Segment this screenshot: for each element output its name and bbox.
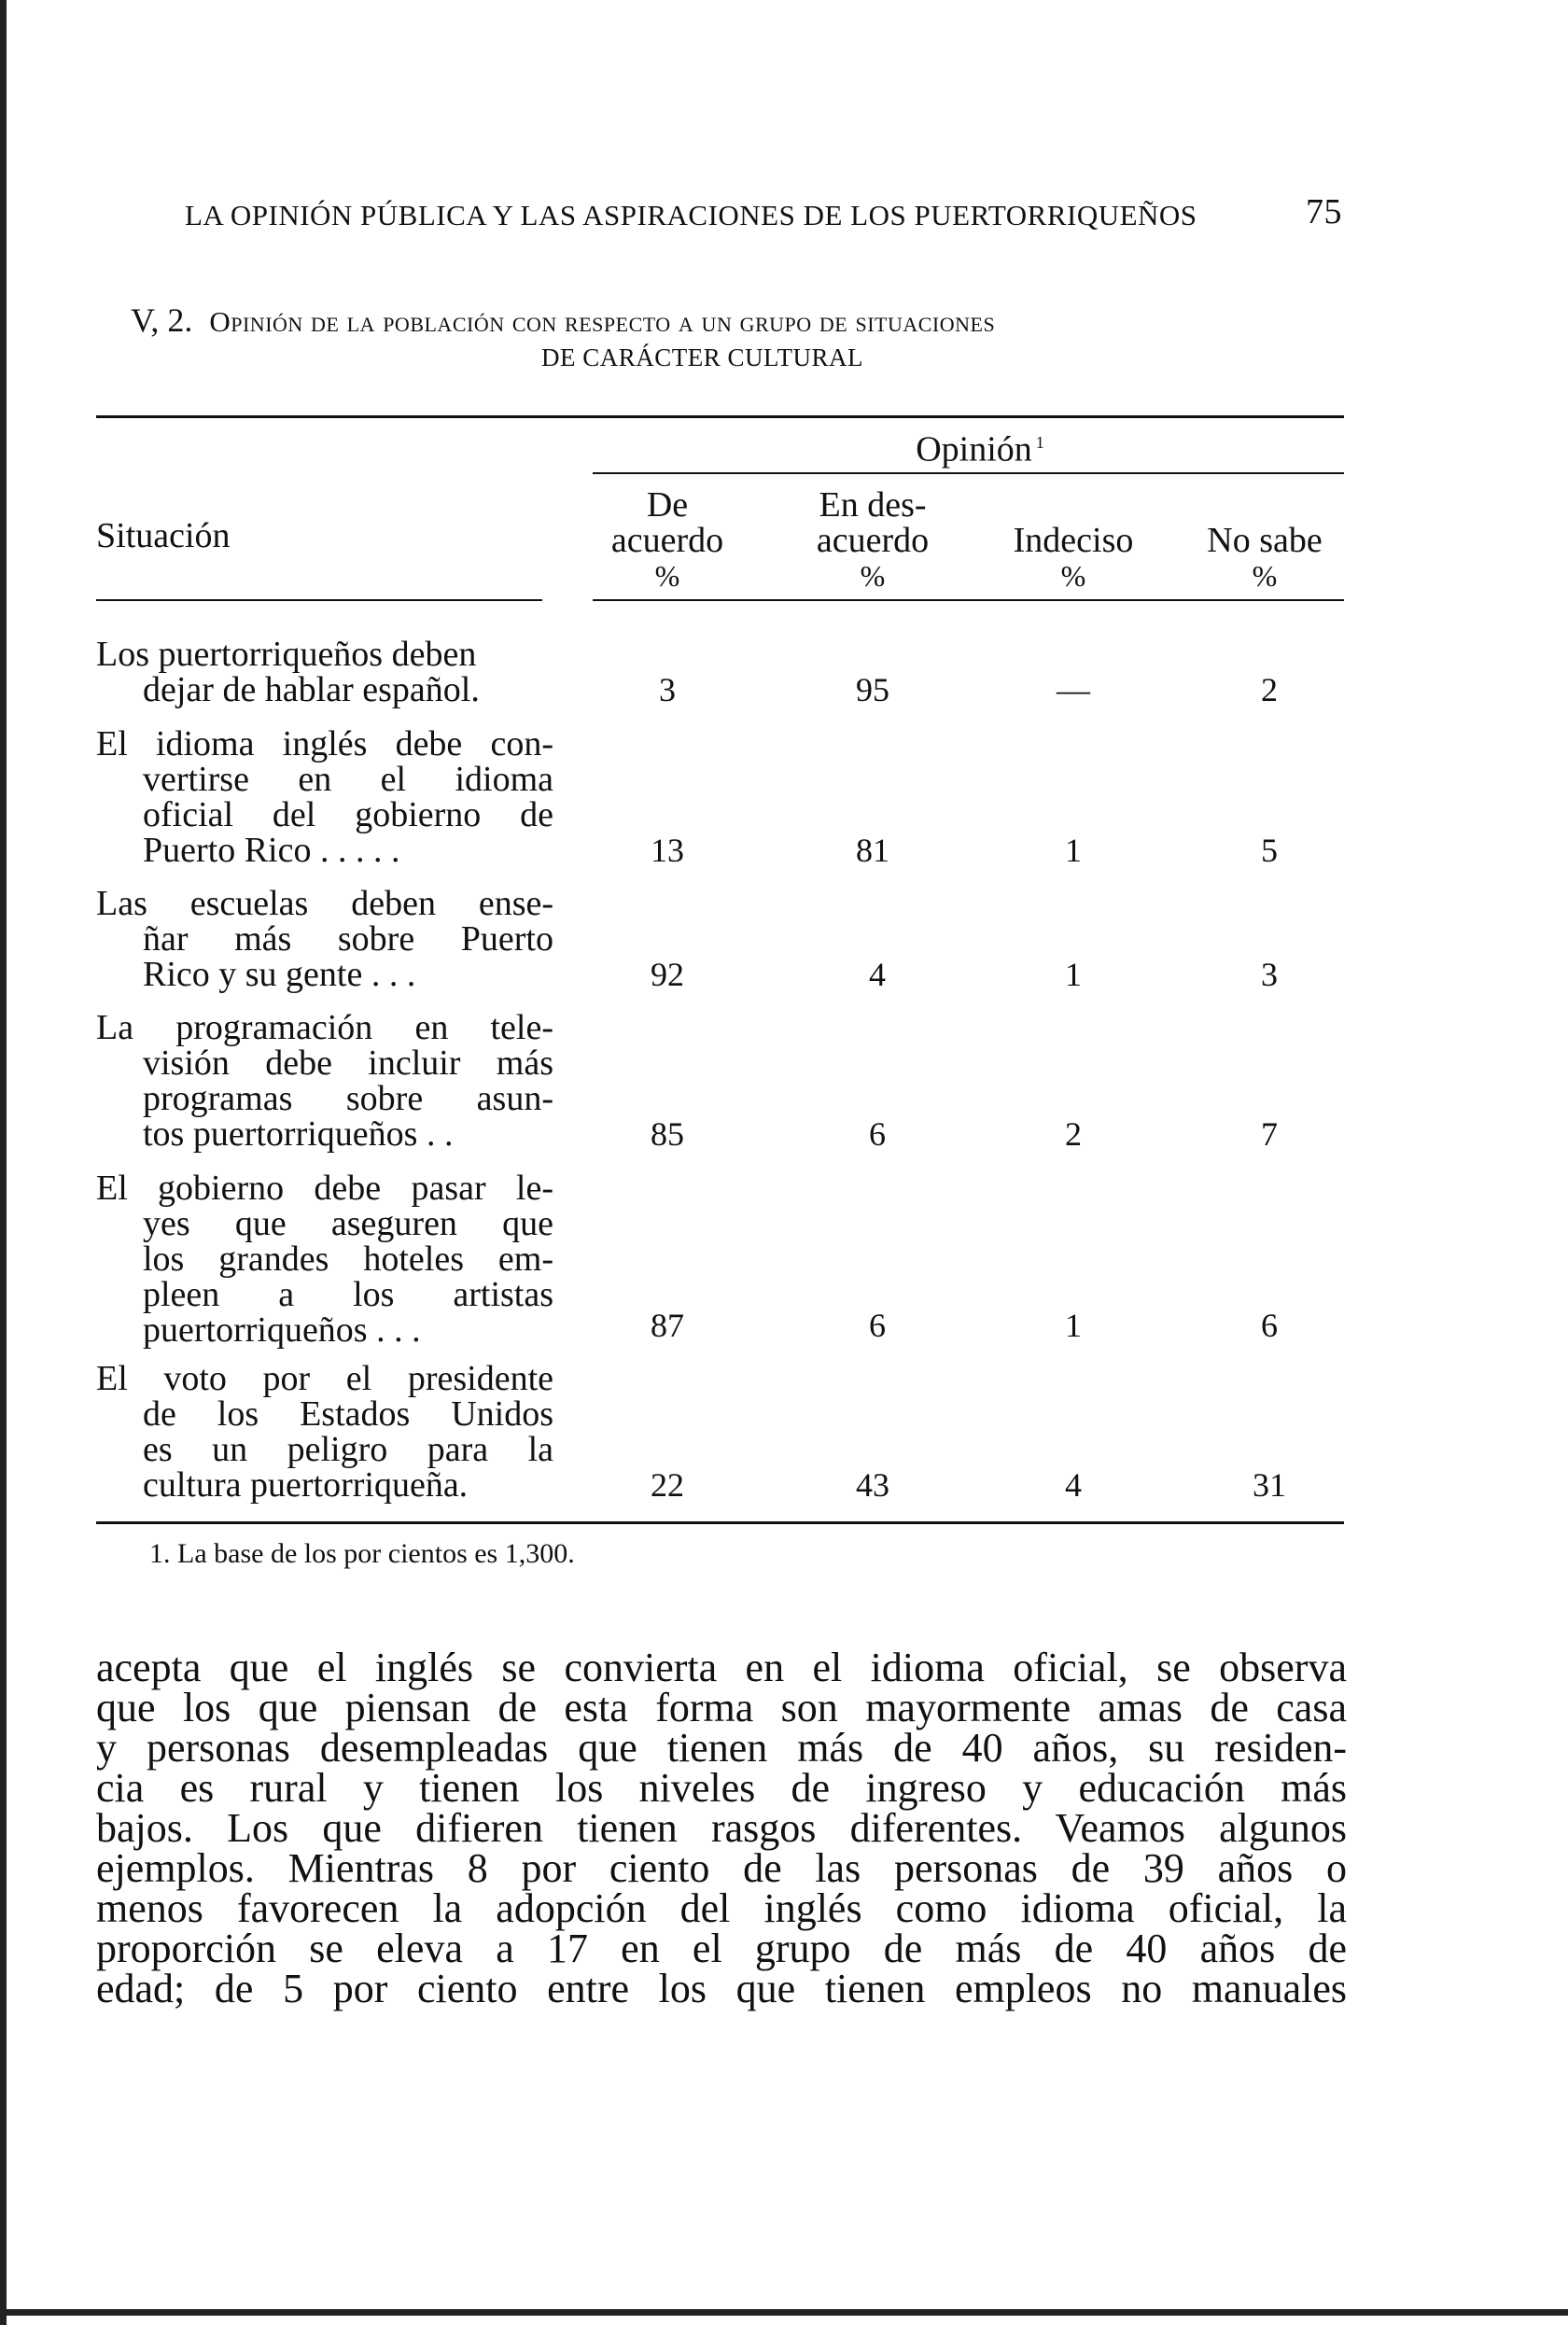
cell-en-desacuerdo: 6 [869,1115,886,1153]
cell-en-desacuerdo: 43 [856,1466,889,1504]
col-header-situacion: Situación [96,516,231,555]
table-row-label [96,726,553,868]
body-paragraph [96,1647,1347,2009]
table-footnote: 1. La base de los por cientos es 1,300. [149,1538,575,1569]
cell-indeciso: 4 [1065,1466,1082,1504]
row-label-line: dejar de hablar español. [143,670,480,709]
row-label-line: Puerto Rico . . . . . [143,831,400,870]
body-line: acepta que el inglés se convierta en el idioma oficial, se observa [96,1645,1347,1690]
cell-de-acuerdo: 85 [651,1115,684,1153]
table-top-rule [96,415,1344,418]
table-row-label [96,637,553,707]
col-header-indeciso-line1: Indeciso [1013,521,1134,560]
row-label-line: tos puertorriqueños . . [143,1114,454,1154]
col-header-indeciso [989,523,1157,594]
row-label-line: cultura puertorriqueña. [143,1465,469,1505]
cell-en-desacuerdo: 6 [869,1307,886,1344]
page-number: 75 [1306,192,1342,231]
row-label-line: El idioma inglés debe con- [96,724,553,763]
row-label-line: programas sobre asun- [143,1079,553,1118]
col-header-de-acuerdo-line3: % [654,559,680,593]
body-line: cia es rural y tienen los niveles de ingreso y educación más [96,1765,1347,1811]
cell-no-sabe: 7 [1261,1115,1278,1153]
opinion-group-header [840,425,1120,468]
cell-de-acuerdo: 13 [651,832,684,869]
table-row-label [96,1361,553,1503]
cell-en-desacuerdo: 95 [856,671,889,708]
col-header-no-sabe-line1: No sabe [1207,521,1323,560]
body-line: menos favorecen la adopción del inglés como idioma oficial, la [96,1885,1347,1931]
cell-no-sabe: 3 [1261,956,1278,993]
page-bottom-edge [0,2309,1568,2316]
cell-no-sabe: 31 [1253,1466,1286,1504]
col-header-en-desacuerdo-line2: acuerdo [816,521,930,560]
row-label-line: El gobierno debe pasar le- [96,1169,553,1208]
row-label-line: de los Estados Unidos [143,1394,553,1434]
table-bottom-rule [96,1521,1344,1524]
col-header-indeciso-line2: % [1060,559,1086,593]
cell-de-acuerdo: 3 [659,671,676,708]
row-label-line: Rico y su gente . . . [143,955,416,994]
table-title-text: Opinión de la población con respecto a un grupo de situaciones [209,305,996,338]
cell-indeciso: — [1057,671,1090,708]
col-header-en-desacuerdo-line1: En des- [819,485,927,525]
cell-de-acuerdo: 22 [651,1466,684,1504]
cell-indeciso: 1 [1065,832,1082,869]
running-head-title: LA OPINIÓN PÚBLICA Y LAS ASPIRACIONES DE LOS PUERTORRIQUEÑOS [185,199,1197,231]
body-line: edad; de 5 por ciento entre los que tienen empleos no manuales [96,1966,1347,2011]
opinion-header-text: Opinión [916,429,1032,469]
cell-indeciso: 1 [1065,1307,1082,1344]
running-head [185,191,1342,238]
header-rule-columns [593,599,1344,601]
row-label-line: Los puertorriqueños deben [96,635,477,674]
row-label-line: yes que aseguren que [143,1204,553,1243]
cell-indeciso: 2 [1065,1115,1082,1153]
header-rule-situacion [96,599,542,601]
col-header-en-desacuerdo [789,487,957,594]
row-label-line: los grandes hoteles em- [143,1240,553,1279]
row-label-line: pleen a los artistas [143,1275,553,1314]
col-header-de-acuerdo-line2: acuerdo [610,521,724,560]
table-row-label [96,1010,553,1152]
cell-de-acuerdo: 87 [651,1307,684,1344]
cell-en-desacuerdo: 4 [869,956,886,993]
cell-en-desacuerdo: 81 [856,832,889,869]
table-row-label [96,886,553,992]
cell-no-sabe: 2 [1261,671,1278,708]
row-label-line: Las escuelas deben ense- [96,884,553,923]
table-title-line1 [131,301,995,340]
body-line: y personas desempleadas que tienen más de 40 años, su residen- [96,1725,1347,1771]
row-label-line: puertorriqueños . . . [143,1310,421,1350]
cell-no-sabe: 6 [1261,1307,1278,1344]
opinion-group-rule [593,472,1344,474]
row-label-line: visión debe incluir más [143,1043,553,1083]
cell-no-sabe: 5 [1261,832,1278,869]
row-label-line: oficial del gobierno de [143,795,553,834]
opinion-footnote-mark: 1 [1035,433,1044,452]
body-line: ejemplos. Mientras 8 por ciento de las personas de 39 años o [96,1845,1347,1891]
table-row-label [96,1170,553,1348]
page-left-edge [0,0,7,2325]
table-number: V, 2. [131,301,193,339]
col-header-en-desacuerdo-line3: % [860,559,886,593]
row-label-line: ñar más sobre Puerto [143,919,553,959]
row-label-line: La programación en tele- [96,1008,553,1047]
body-line: bajos. Los que difieren tienen rasgos diferentes. Veamos algunos [96,1805,1347,1851]
cell-de-acuerdo: 92 [651,956,684,993]
col-header-de-acuerdo-line1: De [646,485,689,525]
cell-indeciso: 1 [1065,956,1082,993]
row-label-line: El voto por el presidente [96,1359,553,1398]
row-label-line: es un peligro para la [143,1430,553,1469]
col-header-no-sabe-line2: % [1252,559,1278,593]
row-label-line: vertirse en el idioma [143,760,553,799]
body-line: que los que piensan de esta forma son mayormente amas de casa [96,1685,1347,1730]
col-header-de-acuerdo [588,487,747,594]
col-header-no-sabe [1185,523,1344,594]
body-line: proporción se eleva a 17 en el grupo de más de 40 años de [96,1926,1347,1971]
table-title-line2: DE CARÁCTER CULTURAL [541,343,864,371]
